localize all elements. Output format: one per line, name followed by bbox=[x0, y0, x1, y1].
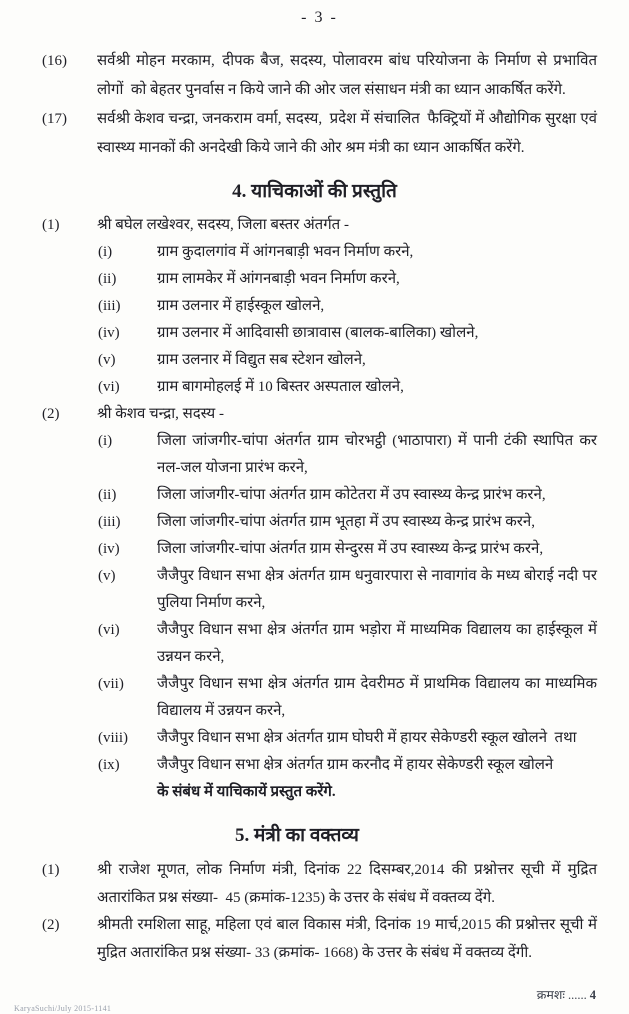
section-4-list bbox=[42, 212, 597, 806]
sub-item bbox=[98, 536, 597, 563]
item-text: सर्वश्री मोहन मरकाम, दीपक बैज, सदस्य, पोलावरम बांध परियोजना के निर्माण से प्रभावित लोगों को बेहतर पुनर्वास न किये जाने की ओर जल संसाधन मंत्री का ध्यान आकर्षित करेंगे. bbox=[97, 53, 597, 98]
sub-item-text: जिला जांजगीर-चांपा अंतर्गत ग्राम भूतहा में उप स्वास्थ्य केन्द्र प्रारंभ करने, bbox=[157, 514, 536, 530]
petition-item bbox=[42, 212, 597, 401]
sub-item-number: (iv) bbox=[98, 541, 120, 557]
statement-item bbox=[42, 857, 597, 912]
sub-item bbox=[98, 428, 597, 482]
sub-item-number: (vi) bbox=[98, 622, 120, 638]
continuation-label: क्रमशः ...... bbox=[536, 988, 587, 1002]
sub-item-text: ग्राम कुदालगांव में आंगनबाड़ी भवन निर्माण करने, bbox=[157, 244, 414, 260]
sub-item bbox=[98, 482, 597, 509]
sub-item-number: (v) bbox=[98, 352, 116, 368]
item-text: श्री राजेश मूणत, लोक निर्माण मंत्री, दिनांक 22 दिसम्बर,2014 की प्रश्नोत्तर सूची में मुद्रित अतारांकित प्रश्न संख्या- 45 (क्रमांक-1235) के उत्तर के संबंध में वक्तव्य देंगे. bbox=[97, 862, 597, 906]
sub-item-text: जैजैपुर विधान सभा क्षेत्र अंतर्गत ग्राम भड़ोरा में माध्यमिक विद्यालय का हाईस्कूल में उन्नयन करने, bbox=[157, 622, 597, 665]
item-number: (17) bbox=[42, 111, 67, 127]
sub-item-text: ग्राम बागमोहलई में 10 बिस्तर अस्पताल खोलने, bbox=[157, 379, 404, 395]
continuation-note bbox=[537, 986, 596, 1003]
sub-item-text: ग्राम लामकेर में आंगनबाड़ी भवन निर्माण करने, bbox=[157, 271, 400, 287]
sub-item bbox=[98, 563, 597, 617]
sub-item-text: जैजैपुर विधान सभा क्षेत्र अंतर्गत ग्राम देवरीमठ में प्राथमिक विद्यालय का माध्यमिक विद्यालय में उन्नयन करने, bbox=[157, 676, 597, 719]
item-number: (2) bbox=[42, 917, 60, 933]
sub-item bbox=[98, 671, 597, 725]
sub-item bbox=[98, 239, 597, 266]
sub-item-text: जैजैपुर विधान सभा क्षेत्र अंतर्गत ग्राम घोघरी में हायर सेकेण्डरी स्कूल खोलने तथा bbox=[157, 730, 577, 746]
sub-item-number: (vi) bbox=[98, 379, 120, 395]
sub-item-text: जिला जांजगीर-चांपा अंतर्गत ग्राम सेन्दुरस में उप स्वास्थ्य केन्द्र प्रारंभ करने, bbox=[157, 541, 544, 557]
item-number: (1) bbox=[42, 862, 60, 878]
sub-item-number: (iii) bbox=[98, 514, 121, 530]
sub-item bbox=[98, 347, 597, 374]
sub-item bbox=[98, 266, 597, 293]
sub-item-number: (ii) bbox=[98, 487, 117, 503]
attention-notices-list bbox=[42, 47, 597, 163]
sub-item-number: (v) bbox=[98, 568, 116, 584]
sub-item-text: ग्राम उलनार में आदिवासी छात्रावास (बालक-बालिका) खोलने, bbox=[157, 325, 479, 341]
petitions-closing-line: के संबंध में याचिकायें प्रस्तुत करेंगे. bbox=[157, 784, 336, 800]
sub-item bbox=[98, 374, 597, 401]
list-item bbox=[42, 105, 597, 163]
sub-item-text: जिला जांजगीर-चांपा अंतर्गत ग्राम कोटेतरा में उप स्वास्थ्य केन्द्र प्रारंभ करने, bbox=[157, 487, 546, 503]
section-4-title: 4. याचिकाओं की प्रस्तुति bbox=[232, 181, 397, 202]
sub-item bbox=[98, 617, 597, 671]
section-5-title: 5. मंत्री का वक्तव्य bbox=[235, 825, 359, 846]
item-body bbox=[97, 401, 597, 806]
sub-item-text: जैजैपुर विधान सभा क्षेत्र अंतर्गत ग्राम धनुवारपारा से नावागांव के मध्य बोराई नदी पर पुलिया निर्माण करने, bbox=[157, 568, 597, 611]
item-body bbox=[97, 212, 597, 401]
sub-item-text: जिला जांजगीर-चांपा अंतर्गत ग्राम चोरभट्ठी (भाठापारा) में पानी टंकी स्थापित कर नल-जल योजना प्रारंभ करने, bbox=[157, 433, 597, 476]
sub-item-number: (i) bbox=[98, 433, 113, 449]
section-5-list bbox=[42, 857, 597, 967]
footer-docref: KaryaSuchi/July 2015-1141 bbox=[14, 1004, 112, 1013]
page-number: - 3 - bbox=[301, 9, 338, 26]
sub-item-text: ग्राम उलनार में विद्युत सब स्टेशन खोलने, bbox=[157, 352, 366, 368]
list-item bbox=[42, 47, 597, 105]
item-intro: श्री केशव चन्द्रा, सदस्य - bbox=[97, 406, 224, 422]
sub-item bbox=[98, 725, 597, 752]
item-number: (1) bbox=[42, 217, 60, 233]
sub-item-number: (ii) bbox=[98, 271, 117, 287]
sub-item bbox=[98, 752, 597, 779]
sub-item-text: जैजैपुर विधान सभा क्षेत्र अंतर्गत ग्राम करनौद में हायर सेकेण्डरी स्कूल खोलने bbox=[157, 757, 554, 773]
sub-item bbox=[98, 320, 597, 347]
sub-item-number: (iv) bbox=[98, 325, 120, 341]
item-intro: श्री बघेल लखेश्वर, सदस्य, जिला बस्तर अंतर्गत - bbox=[97, 217, 349, 233]
sub-item-number: (viii) bbox=[98, 730, 128, 746]
sub-items-list bbox=[98, 428, 597, 779]
sub-item-number: (i) bbox=[98, 244, 113, 260]
continuation-page-number: 4 bbox=[589, 988, 596, 1002]
sub-items-list bbox=[98, 239, 597, 401]
item-text: श्रीमती रमशिला साहू, महिला एवं बाल विकास मंत्री, दिनांक 19 मार्च,2015 की प्रश्नोत्तर सूची में मुद्रित अतारांकित प्रश्न संख्या- 33 (क्रमांक- 1668) के उत्तर के संबंध में वक्तव्य देंगी. bbox=[97, 917, 597, 961]
sub-item bbox=[98, 293, 597, 320]
sub-item bbox=[98, 509, 597, 536]
sub-item-number: (vii) bbox=[98, 676, 124, 692]
petition-item bbox=[42, 401, 597, 806]
item-number: (16) bbox=[42, 53, 67, 69]
item-number: (2) bbox=[42, 406, 60, 422]
sub-item-number: (ix) bbox=[98, 757, 120, 773]
statement-item bbox=[42, 912, 597, 967]
item-text: सर्वश्री केशव चन्द्रा, जनकराम वर्मा, सदस्य, प्रदेश में संचालित फैक्ट्रियों में औद्योगिक सुरक्षा एवं स्वास्थ्य मानकों की अनदेखी किये जाने की ओर श्रम मंत्री का ध्यान आकर्षित करेंगे. bbox=[97, 111, 597, 156]
sub-item-number: (iii) bbox=[98, 298, 121, 314]
sub-item-text: ग्राम उलनार में हाईस्कूल खोलने, bbox=[157, 298, 325, 314]
